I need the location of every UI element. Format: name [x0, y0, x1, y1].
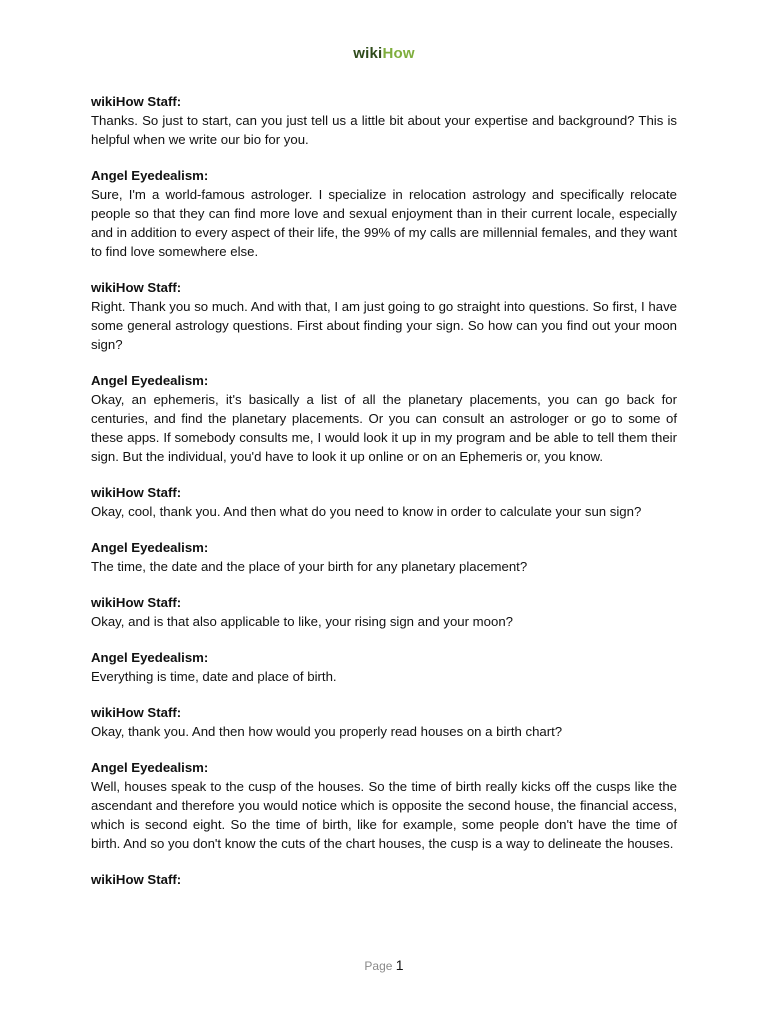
speaker-text: Okay, cool, thank you. And then what do you need to know in order to calculate your sun sign?	[91, 504, 642, 519]
speaker-text: Okay, and is that also applicable to like, your rising sign and your moon?	[91, 614, 513, 629]
transcript-entry	[91, 483, 677, 521]
speaker-text: The time, the date and the place of your birth for any planetary placement?	[91, 559, 528, 574]
speaker-text: Thanks. So just to start, can you just tell us a little bit about your expertise and background? This is helpful when we write our bio for you.	[91, 113, 677, 147]
speaker-text: Okay, an ephemeris, it's basically a list of all the planetary placements, you can go back for centuries, and find the planetary placements. Or you can consult an astrologer or go to some of these apps. If somebody consults me, I would look it up in my program and be able to tell them their sign. But the individual, you'd have to look it up online or on an Ephemeris or, you know.	[91, 392, 677, 464]
speaker-name: Angel Eyedealism:	[91, 540, 209, 555]
speaker-name: wikiHow Staff:	[91, 94, 182, 109]
speaker-text: Okay, thank you. And then how would you properly read houses on a birth chart?	[91, 724, 563, 739]
speaker-text: Well, houses speak to the cusp of the houses. So the time of birth really kicks off the cusps like the ascendant and therefore you would notice which is opposite the second house, the financial access, which is second eight. So the time of birth, like for example, some people don't have the time of birth. And so you don't know the cuts of the chart houses, the cusp is a way to delineate the houses.	[91, 779, 677, 851]
transcript-entry	[91, 538, 677, 576]
speaker-text: Right. Thank you so much. And with that, I am just going to go straight into questions. So first, I have some general astrology questions. First about finding your sign. So how can you find out your moon sign?	[91, 299, 677, 352]
speaker-name: Angel Eyedealism:	[91, 760, 209, 775]
speaker-name: wikiHow Staff:	[91, 485, 182, 500]
speaker-name: wikiHow Staff:	[91, 595, 182, 610]
speaker-name: Angel Eyedealism:	[91, 650, 209, 665]
transcript-entry	[91, 758, 677, 853]
transcript-entry	[91, 166, 677, 261]
page-label: Page	[364, 959, 393, 973]
transcript-entry	[91, 92, 677, 149]
transcript-entry	[91, 593, 677, 631]
transcript-entry	[91, 278, 677, 354]
transcript-entry	[91, 870, 677, 889]
page-footer	[0, 957, 768, 973]
transcript	[91, 92, 677, 906]
transcript-entry	[91, 371, 677, 466]
speaker-name: wikiHow Staff:	[91, 872, 182, 887]
logo-wiki-text: wiki	[353, 45, 383, 62]
logo-how-text: How	[382, 45, 415, 62]
speaker-name: wikiHow Staff:	[91, 705, 182, 720]
transcript-entry	[91, 703, 677, 741]
wikihow-logo	[0, 45, 768, 62]
speaker-text: Everything is time, date and place of birth.	[91, 669, 337, 684]
speaker-name: wikiHow Staff:	[91, 280, 182, 295]
transcript-entry	[91, 648, 677, 686]
speaker-text: Sure, I'm a world-famous astrologer. I specialize in relocation astrology and specifically relocate people so that they can find more love and sexual enjoyment than in their current locale, especially and in addition to every aspect of their life, the 99% of my calls are millennial females, and they want to find love somewhere else.	[91, 187, 677, 259]
speaker-name: Angel Eyedealism:	[91, 373, 209, 388]
speaker-name: Angel Eyedealism:	[91, 168, 209, 183]
page-number: 1	[395, 957, 404, 973]
